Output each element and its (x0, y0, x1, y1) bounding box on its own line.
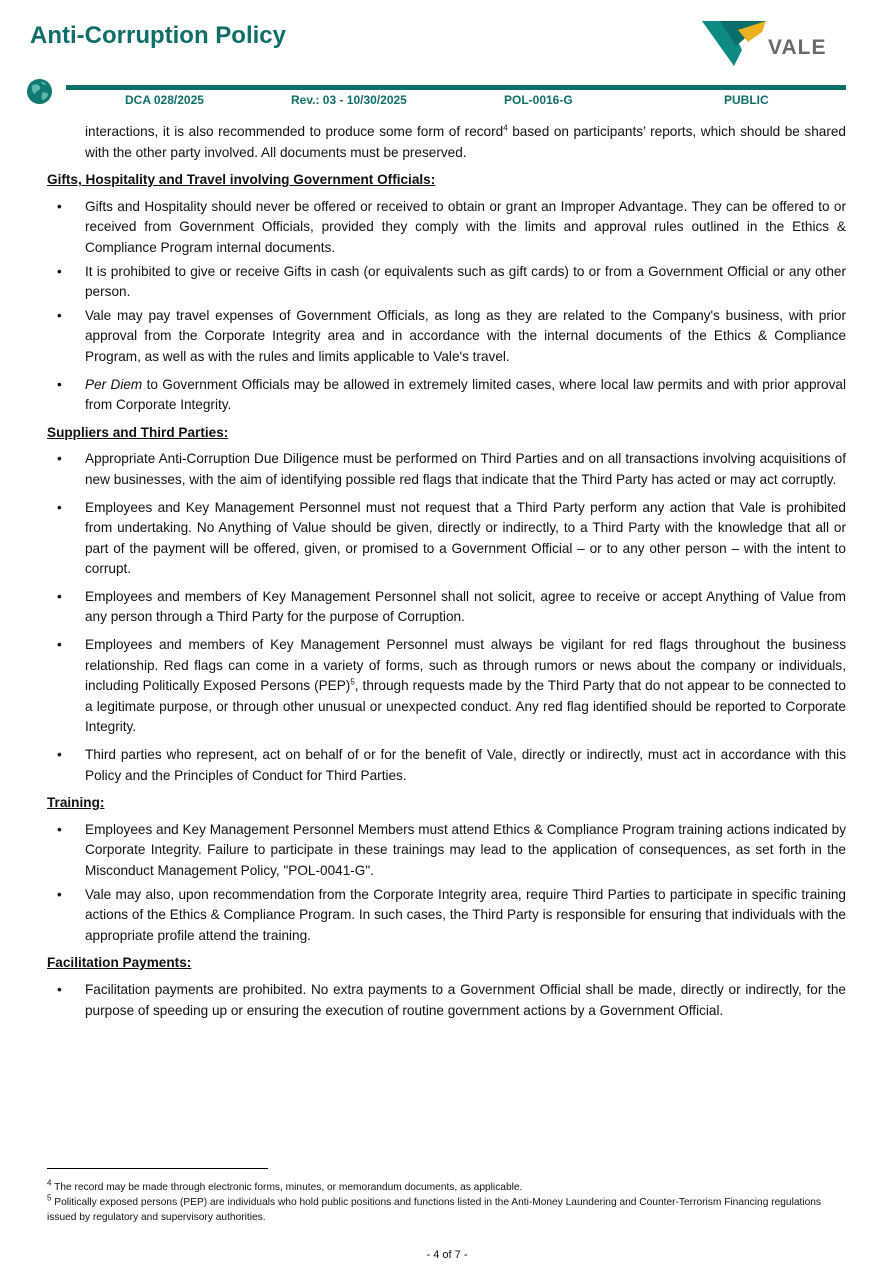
list-item: • Vale may pay travel expenses of Government Officials, as long as they are related to the Company's business, with prior approval from the Corporate Integrity area and in accordance with the internal documents of the Ethics & Compliance Program, as well as with the rules and limits applicable to Vale's travel. (57, 307, 846, 364)
classification: PUBLIC (724, 93, 769, 107)
section-heading-gifts: Gifts, Hospitality and Travel involving Government Officials: (47, 172, 436, 188)
facilitation-list (47, 980, 846, 1021)
list-item: • Vale may also, upon recommendation from the Corporate Integrity area, require Third Parties to participate in specific training actions of the Ethics & Compliance Program. In such cases, the Third Party is responsible for ensuring that individuals with the appropriate profile attend the training. (57, 886, 846, 943)
gifts-list (47, 197, 846, 416)
footnotes (47, 1180, 846, 1225)
page-number: - 4 of 7 - (426, 1249, 468, 1261)
revision: Rev.: 03 - 10/30/2025 (291, 93, 407, 107)
footnote-ref-4: 4 (503, 123, 508, 133)
list-item: • Third parties who represent, act on behalf of or for the benefit of Vale, directly or indirectly, must act in accordance with this Policy and the Principles of Conduct for Third Parties. (57, 747, 846, 783)
intro-paragraph: interactions, it is also recommended to produce some form of record$^4$ based on participants’ reports, which should be shared with the other party involved. All documents must be preserved. (85, 123, 846, 160)
footnote-ref-5: 5 (350, 677, 355, 687)
footnote-5: $^5$ Politically exposed persons (PEP) are individuals who hold public positions and functions listed in the Anti-Money Laundering and Counter-Terrorism Financing regulations issued by regulatory and supervisory authorities. (47, 1193, 822, 1223)
suppliers-list (47, 449, 846, 786)
list-item: • Employees and Key Management Personnel Members must attend Ethics & Compliance Program training actions indicated by Corporate Integrity. Failure to participate in these trainings may lead to the application of consequences, as set forth in the Misconduct Management Policy, "POL-0041-G". (57, 821, 846, 878)
header-rule (66, 85, 846, 90)
document-body (47, 122, 846, 1028)
document-title: Anti-Corruption Policy (30, 22, 286, 49)
section-heading-suppliers: Suppliers and Third Parties: (47, 424, 229, 440)
section-heading-training: Training: (47, 795, 105, 811)
list-item: • Employees and Key Management Personnel must not request that a Third Party perform any action that Vale is prohibited from undertaking. No Anything of Value should be given, directly or indirectly, to a Third Party with the knowledge that all or part of the payment will be offered, given, or promised to a Government Official – or to any other person – with the intent to corrupt. (57, 499, 846, 577)
policy-code: POL-0016-G (504, 93, 573, 107)
list-item: • Facilitation payments are prohibited. No extra payments to a Government Official shall be made, directly or indirectly, for the purpose of speeding up or ensuring the execution of routine government actions by a Government Official. (57, 981, 846, 1018)
footnote-separator (47, 1168, 268, 1169)
list-item: • Appropriate Anti-Corruption Due Diligence must be performed on Third Parties and on all transactions involving acquisitions of new businesses, with the aim of identifying possible red flags that indicate that the Third Party has acted or may act corruptly. (57, 451, 846, 487)
list-item: • Employees and members of Key Management Personnel shall not solicit, agree to receive or accept Anything of Value from any person through a Third Party for the purpose of Corruption. (57, 588, 846, 625)
logo-text: VALE (768, 36, 827, 59)
dca-number: DCA 028/2025 (125, 93, 204, 107)
list-item: • Employees and members of Key Management Personnel must always be vigilant for red flags throughout the business relationship. Red flags can come in a variety of forms, such as through rumors or news about the company or individuals, including Politically Exposed Persons (PEP)$^5$, through requests made by the Third Party that do not appear to be connected to a legitimate purpose, or through other unusual or unexpected conduct. Any red flag identified should be reported to Corporate Integrity. (57, 637, 846, 735)
list-item: • Gifts and Hospitality should never be offered or received to obtain or grant an Improper Advantage. They can be offered to or received from Government Officials, provided they comply with the limits and approval rules outlined in the Ethics & Compliance Program internal documents. (57, 198, 846, 255)
list-item: • Per Diem to Government Officials may be allowed in extremely limited cases, where local law permits and with prior approval from Corporate Integrity. (57, 376, 846, 413)
list-item: • It is prohibited to give or receive Gifts in cash (or equivalents such as gift cards) to or from a Government Official or any other person. (57, 263, 846, 300)
section-heading-facilitation: Facilitation Payments: (47, 955, 192, 971)
globe-icon (26, 78, 53, 105)
footnote-4: $^4$ The record may be made through electronic forms, minutes, or memorandum documents, as applicable. (47, 1178, 523, 1193)
training-list (47, 820, 846, 947)
